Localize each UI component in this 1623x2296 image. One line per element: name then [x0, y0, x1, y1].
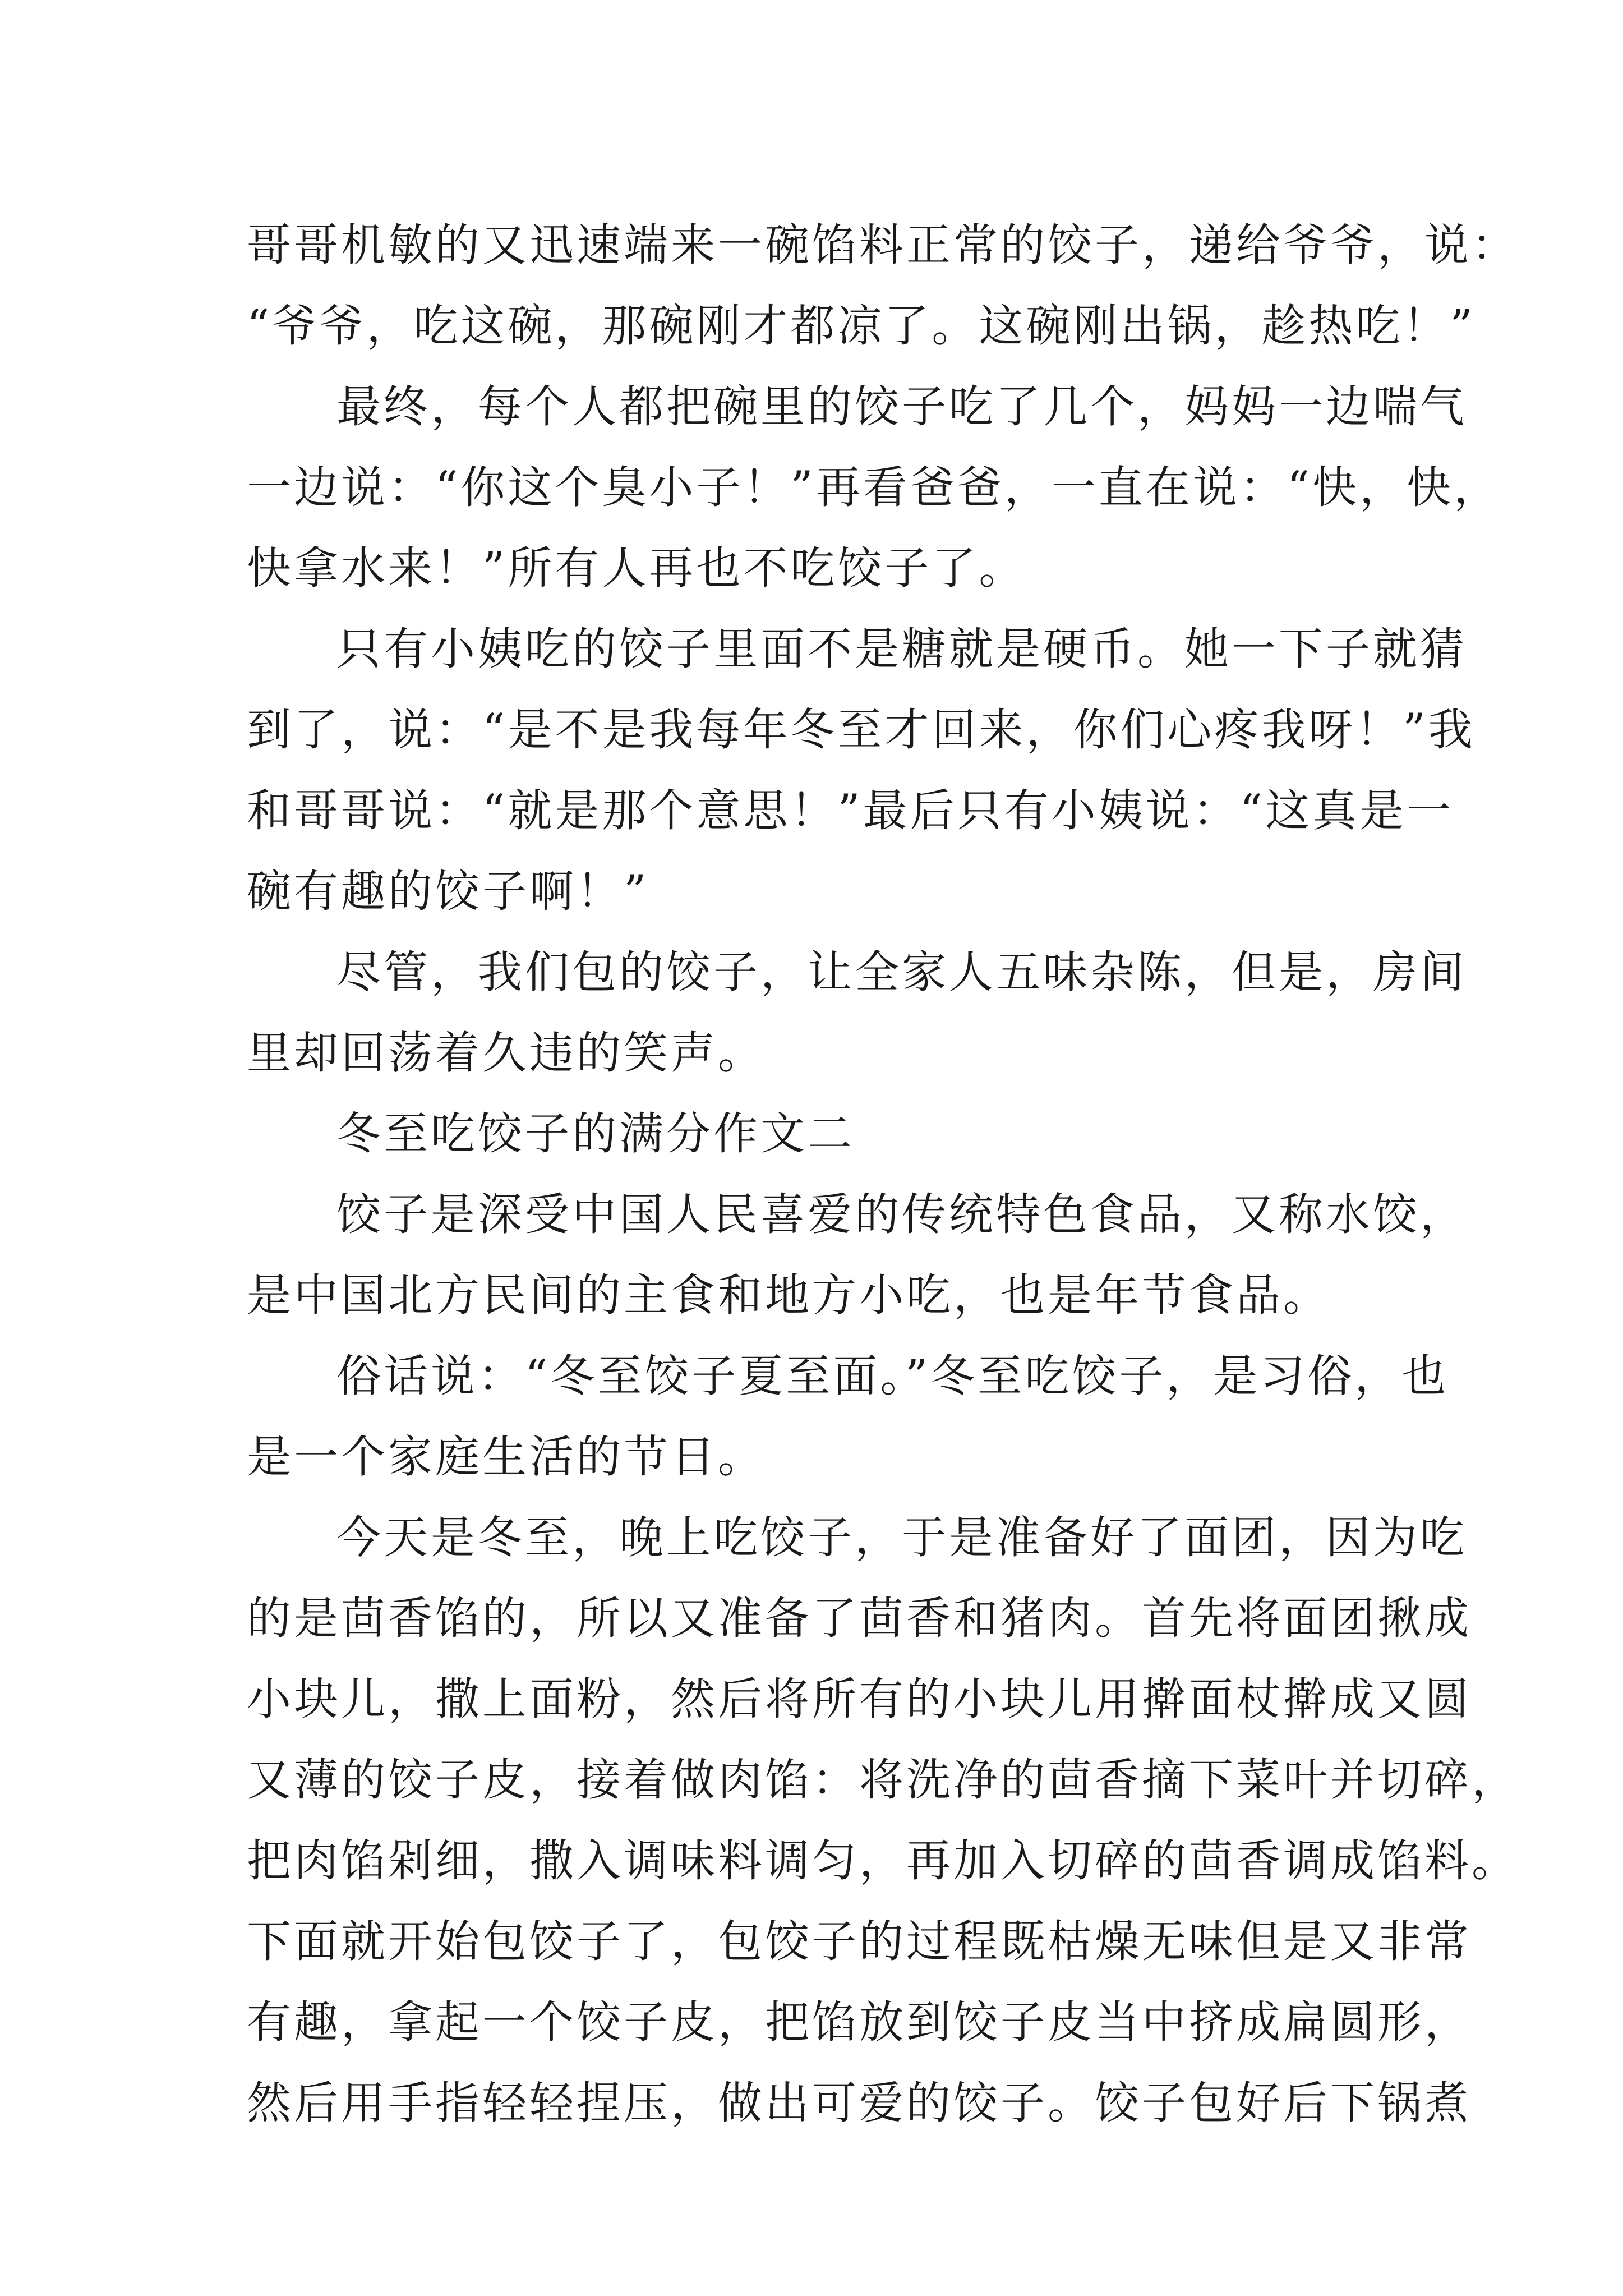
text-line: 俗话说：“冬至饺子夏至面。”冬至吃饺子，是习俗，也 — [336, 1350, 1449, 1402]
text-line: 一边说：“你这个臭小子！”再看爸爸，一直在说：“快，快， — [247, 462, 1501, 513]
section-heading: 冬至吃饺子的满分作文二 — [336, 1108, 855, 1159]
text-line: 只有小姨吃的饺子里面不是糖就是硬币。她一下子就猜 — [336, 623, 1467, 675]
text-line: 到了，说：“是不是我每年冬至才回来，你们心疼我呀！”我 — [247, 704, 1476, 756]
text-line: 今天是冬至，晚上吃饺子，于是准备好了面团，因为吃 — [336, 1512, 1467, 1563]
text-line: 尽管，我们包的饺子，让全家人五味杂陈，但是，房间 — [336, 946, 1467, 998]
text-line: 碗有趣的饺子啊！” — [247, 866, 649, 917]
text-line: 饺子是深受中国人民喜爱的传统特色食品，又称水饺， — [336, 1189, 1467, 1240]
text-line: “爷爷，吃这碗，那碗刚才都凉了。这碗刚出锅，趁热吃！” — [247, 300, 1476, 352]
text-line: 里却回荡着久违的笑声。 — [247, 1027, 765, 1079]
text-line: 又薄的饺子皮，接着做肉馅：将洗净的茴香摘下菜叶并切碎， — [247, 1754, 1519, 1806]
text-line: 下面就开始包饺子了，包饺子的过程既枯燥无味但是又非常 — [247, 1916, 1472, 1967]
text-line: 是中国北方民间的主食和地方小吃，也是年节食品。 — [247, 1269, 1330, 1321]
text-line: 和哥哥说：“就是那个意思！”最后只有小姨说：“这真是一 — [247, 785, 1454, 836]
text-line: 哥哥机敏的又迅速端来一碗馅料正常的饺子，递给爷爷，说： — [247, 219, 1519, 271]
text-line: 是一个家庭生活的节日。 — [247, 1431, 765, 1483]
text-line: 然后用手指轻轻捏压，做出可爱的饺子。饺子包好后下锅煮 — [247, 2077, 1472, 2129]
text-line: 小块儿，撒上面粉，然后将所有的小块儿用擀面杖擀成又圆 — [247, 1673, 1472, 1725]
text-line: 最终，每个人都把碗里的饺子吃了几个，妈妈一边喘气 — [336, 381, 1467, 432]
text-line: 快拿水来！”所有人再也不吃饺子了。 — [247, 542, 1026, 594]
text-line: 有趣，拿起一个饺子皮，把馅放到饺子皮当中挤成扁圆形， — [247, 1996, 1472, 2048]
text-line: 的是茴香馅的，所以又准备了茴香和猪肉。首先将面团揪成 — [247, 1593, 1472, 1644]
text-line: 把肉馅剁细，撒入调味料调匀，再加入切碎的茴香调成馅料。 — [247, 1835, 1519, 1887]
essay-body — [247, 205, 1519, 2143]
